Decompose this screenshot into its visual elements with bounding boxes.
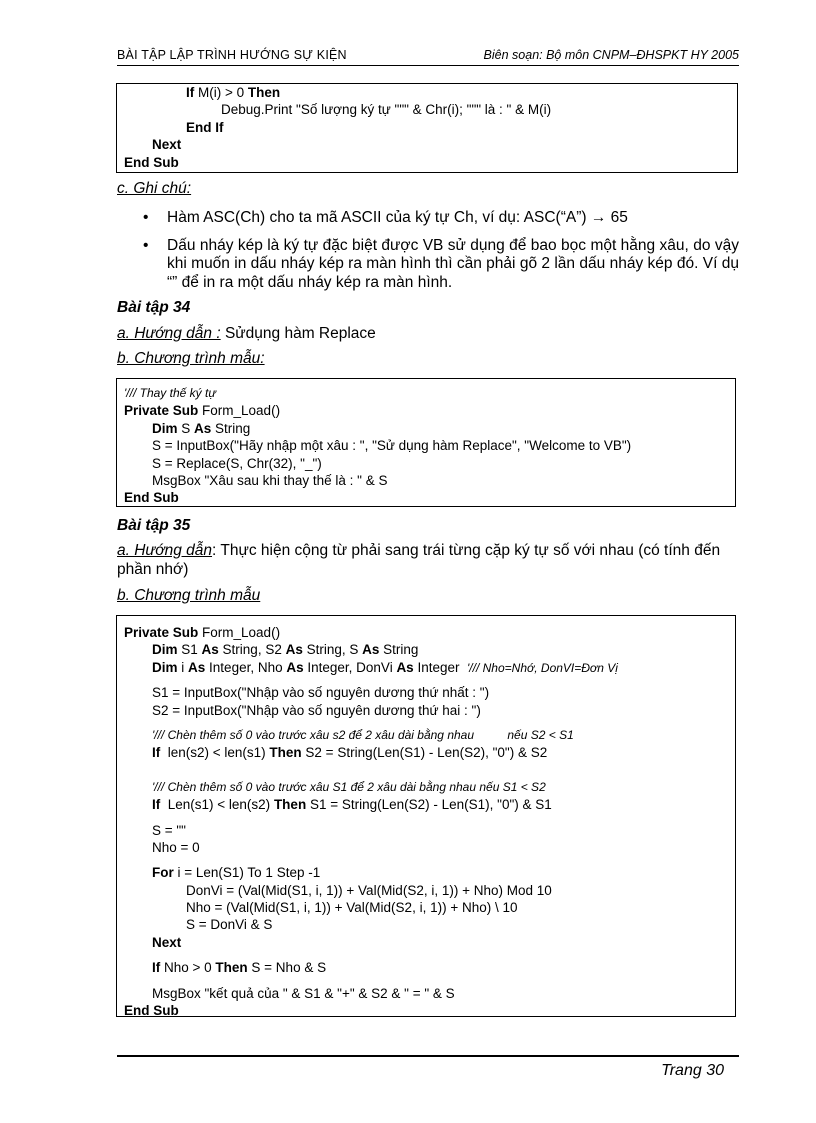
page-header (117, 47, 739, 66)
code-line: For i = Len(S1) To 1 Step -1 (152, 865, 321, 881)
bullet-icon: • (143, 236, 149, 254)
code-line: Private Sub Form_Load() (124, 625, 281, 640)
page-number: Trang 30 (661, 1062, 724, 1079)
code-line: End Sub (124, 490, 179, 506)
code-box-35 (116, 615, 736, 1017)
code-line: End Sub (124, 154, 179, 170)
exercise-35-title: Bài tập 35 (117, 517, 191, 534)
code-comment: '/// Thay thế ký tự (124, 386, 216, 400)
code-line: Next (152, 137, 182, 153)
notes-list (117, 209, 739, 301)
exercise-34-program-label: b. Chương trình mẫu: (117, 350, 265, 367)
list-item: • Dấu nháy kép là ký tự đặc biệt được VB sử dụng để bao bọc một hằng xâu, do vậy khi muốn in dấu nháy kép ra màn hình thì cần phải gõ 2 lần dấu nháy kép đó. Ví dụ “” để in ra một dấu nháy kép ra màn hình. (143, 236, 739, 291)
code-box-continuation (116, 83, 738, 173)
code-line: S2 = InputBox("Nhập vào số nguyên dương thứ hai : ") (152, 702, 481, 718)
code-line: If Nho > 0 Then S = Nho & S (152, 960, 327, 976)
code-line: Next (152, 934, 182, 950)
code-line: Private Sub Form_Load() (124, 403, 281, 419)
code-line: S = "" (152, 822, 186, 838)
code-line: MsgBox "Xâu sau khi thay thế là : " & S (152, 472, 388, 488)
code-line: S = DonVi & S (186, 917, 273, 933)
section-c-title: c. Ghi chú: (117, 180, 192, 197)
code-line: S = InputBox("Hãy nhập một xâu : ", "Sử dụng hàm Replace", "Welcome to VB") (152, 438, 632, 454)
code-line: Dim S As String (152, 420, 251, 436)
code-comment: '/// Chèn thêm số 0 vào trước xâu s2 để 2 xâu dài bằng nhau nếu S2 < S1 (152, 727, 574, 742)
code-line: If len(s2) < len(s1) Then S2 = String(Len(S1) - Len(S2), "0") & S2 (152, 745, 548, 761)
code-line: DonVi = (Val(Mid(S1, i, 1)) + Val(Mid(S2, i, 1)) + Nho) Mod 10 (186, 882, 552, 898)
code-line: Nho = (Val(Mid(S1, i, 1)) + Val(Mid(S2, i, 1)) + Nho) \ 10 (186, 900, 518, 916)
code-line: Debug.Print "Số lượng ký tự """ & Chr(i); """ là : " & M(i) (221, 102, 552, 118)
code-line: If M(i) > 0 Then (186, 85, 281, 100)
header-author: Biên soạn: Bộ môn CNPM–ĐHSPKT HY 2005 (483, 48, 739, 62)
code-line: S = Replace(S, Chr(32), "_") (152, 455, 322, 471)
code-line: Nho = 0 (152, 839, 200, 855)
code-comment: '/// Chèn thêm số 0 vào trước xâu S1 để 2 xâu dài bằng nhau nếu S1 < S2 (152, 779, 546, 794)
header-title: BÀI TẬP LẬP TRÌNH HƯỚNG SỰ KIỆN (117, 48, 347, 62)
exercise-35-program-label: b. Chương trình mẫu (117, 587, 261, 604)
code-line: Dim i As Integer, Nho As Integer, DonVi As Integer '/// Nho=Nhớ, DonVI=Đơn Vị (152, 659, 618, 675)
list-item: • Hàm ASC(Ch) cho ta mã ASCII của ký tự Ch, ví dụ: ASC(“A”) → 65 (143, 209, 628, 226)
exercise-34-title: Bài tập 34 (117, 299, 191, 316)
code-line: End Sub (124, 1003, 179, 1019)
code-line: Dim S1 As String, S2 As String, S As String (152, 642, 419, 658)
code-box-34 (116, 378, 736, 507)
code-line: S1 = InputBox("Nhập vào số nguyên dương thứ nhất : ") (152, 685, 490, 701)
exercise-35-guide: a. Hướng dẫn: Thực hiện cộng từ phải sang trái từng cặp ký tự số với nhau (có tính đến phần nhớ) (117, 542, 721, 578)
exercise-34-guide: a. Hướng dẫn : Sửdụng hàm Replace (117, 325, 376, 342)
code-line: If Len(s1) < len(s2) Then S1 = String(Len(S2) - Len(S1), "0") & S1 (152, 797, 552, 813)
bullet-icon: • (143, 209, 149, 226)
code-comment: '/// Nho=Nhớ, DonVI=Đơn Vị (467, 660, 618, 675)
code-line: MsgBox "kết quả của " & S1 & "+" & S2 & " = " & S (152, 985, 455, 1001)
code-line: End If (186, 119, 224, 135)
footer-divider (117, 1055, 739, 1057)
